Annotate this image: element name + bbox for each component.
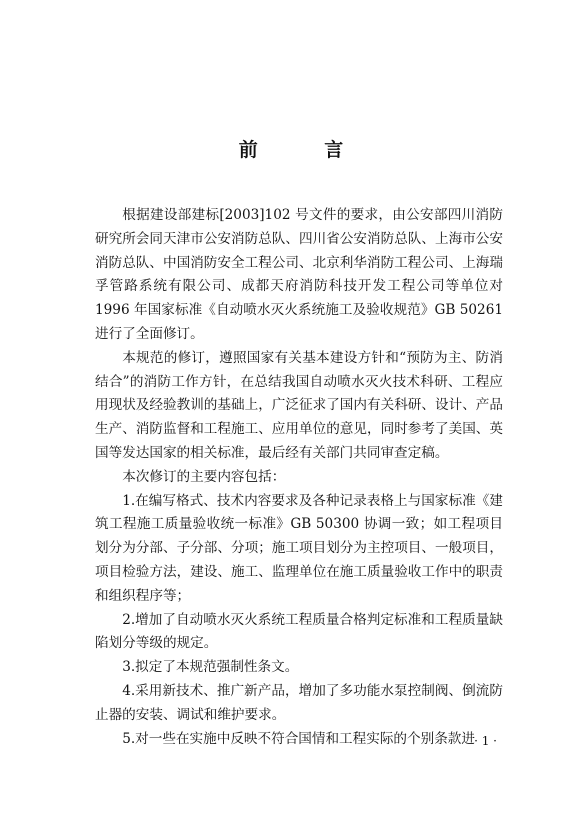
paragraph-revision-principles: 本规范的修订，遵照国家有关基本建设方针和“预防为主、防消结合”的消防工作方针，在总结我国自动喷水灭火技术科研、工程应用现状及经验教训的基础上，广泛征求了国内有关科研、设计、产品生产、消防监督和工程施工、应用单位的意见，同时参考了美国、英国等发达国家的相关标准，最后经有关部门共同审查定稿。 [95,349,503,461]
paragraph-item-5: 5.对一些在实施中反映不符合国情和工程实际的个别条款进 [122,730,475,747]
page-title: 前 言 [238,139,374,161]
paragraph-item-3: 3.拟定了本规范强制性条文。 [122,659,299,676]
paragraph-intro: 根据建设部建标[2003]102 号文件的要求，由公安部四川消防研究所会同天津市公安消防总队、四川省公安消防总队、上海市公安消防总队、中国消防安全工程公司、北京利华消防工程公司、上海瑞孚管路系统有限公司、成都天府消防科技开发工程公司等单位对 1996 年国家标准《自动喷水灭火系统施工及验收规范》GB 50261进行了全面修订。 [95,207,503,342]
paragraph-item-2: 2.增加了自动喷水灭火系统工程质量合格判定标准和工程质量缺陷划分等级的规定。 [95,611,503,652]
paragraph-item-4: 4.采用新技术、推广新产品，增加了多功能水泵控制阀、倒流防止器的安装、调试和维护要求。 [95,682,503,723]
paragraph-item-1: 1.在编写格式、技术内容要求及各种记录表格上与国家标准《建筑工程施工质量验收统一标准》GB 50300 协调一致；如工程项目划分为分部、子分部、分项；施工项目划分为主控项目、一般项目，项目检验方法，建设、施工、监理单位在施工质量验收工作中的职责和组织程序等； [95,492,503,604]
page-number: · 1 · [474,734,497,748]
body-text [95,204,503,751]
paragraph-main-contents: 本次修订的主要内容包括： [122,468,286,485]
